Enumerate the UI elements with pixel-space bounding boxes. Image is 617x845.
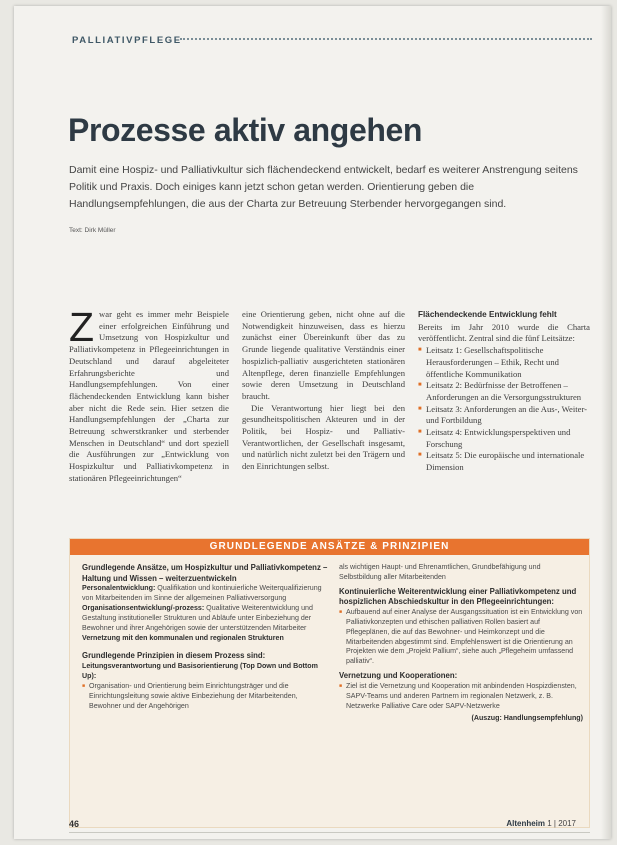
info-subheading-text: Leitungsverantwortung und Basisorientierung (Top Down und Bottom Up): <box>82 661 318 680</box>
magazine-page <box>14 6 611 839</box>
section-label: PALLIATIVPFLEGE <box>72 35 182 46</box>
info-item-label: Organisationsentwicklung/-prozess: <box>82 603 205 612</box>
info-item <box>82 634 328 644</box>
section-dotted-rule <box>180 38 592 40</box>
list-item: ■ Leitsatz 4: Entwicklungsperspektiven und Forschung <box>418 427 590 450</box>
journal-title: Altenheim <box>506 819 545 828</box>
info-box-left-column <box>82 563 328 711</box>
column-1-text: war geht es immer mehr Beispiele einer erfolgreichen Einführung und Umsetzung von Hospizkultur und Palliativkompetenz in Pflegeeinrichtungen in Deutschland und darauf abgeleiteter Erfahrungsberichte und Handlungsempfehlungen. Von einer flächendeckenden Entwicklung kann bisher aber nicht die Rede sein. Hier setzen die Handlungsempfehlungen der „Charta zur Betreuung schwerstkranker und sterbender Menschen in Deutschland“ und dort speziell die Ausführungen zur „Entwicklung von Hospizkultur und Palliativkompetenz in stationären Pflegeeinrichtungen“ <box>69 309 229 483</box>
list-item: ■ Aufbauend auf einer Analyse der Ausgangssituation ist ein Entwicklung von Palliativkonzepten und ethischen palliativen Rollen basiert auf Pflegeplänen, die auf das Bewohner- und Heimkonzept und die Mitarbeitenden abgestimmt sind. Empfehlenswert ist die Orientierung an Projekten wie dem „Projekt Pallium“, siehe auch „Pflegeheim umfassend palliativ“. <box>339 608 583 667</box>
drop-cap: Z <box>69 304 95 350</box>
info-box-title: GRUNDLEGENDE ANSÄTZE & PRINZIPIEN <box>70 539 589 555</box>
footer-rule <box>69 832 590 833</box>
article-column-2 <box>242 309 405 473</box>
info-bullet-list <box>339 682 583 712</box>
info-box-heading: Grundlegende Ansätze, um Hospizkultur und Palliativkompetenz – Haltung und Wissen – weiterzuentwickeln <box>82 563 328 583</box>
info-box <box>69 538 590 828</box>
column-2-paragraph-2: Die Verantwortung hier liegt bei den gesundheitspolitischen Akteuren und in der Politik, bei Hospiz- und Palliativ-Verantwortlichen, der Gesellschaft insgesamt, und natürlich nicht zuletzt bei den Trägern und den Einrichtungen selbst. <box>242 402 405 472</box>
info-item-label: Vernetzung mit den kommunalen und regionalen Strukturen <box>82 633 284 642</box>
page-number: 46 <box>69 819 80 829</box>
journal-issue: 1 | 2017 <box>545 819 576 828</box>
leitsatz-list <box>418 345 590 474</box>
info-item-label: Personalentwicklung: <box>82 584 156 592</box>
article-lead: Damit eine Hospiz- und Palliativkultur sich flächendeckend entwickelt, bedarf es weiterer Anstrengung seitens Politik und Praxis. Doch einiges kann jetzt schon getan werden. Orientierung geben die Handlungsempfehlungen, die aus der Charta zur Betreuung Sterbender hervorgegangen sind. <box>69 164 578 210</box>
column-3-subhead: Flächendeckende Entwicklung fehlt <box>418 310 557 319</box>
info-source: (Auszug: Handlungsempfehlung) <box>471 714 583 723</box>
info-bullet-list <box>339 608 583 667</box>
list-item: ■ Leitsatz 1: Gesellschaftspolitische Herausforderungen – Ethik, Recht und öffentliche Kommunikation <box>418 345 590 380</box>
info-box-right-column <box>339 563 583 724</box>
info-continuation: als wichtigen Haupt- und Ehrenamtlichen, Grundbefähigung und Selbstbildung aller Mitarbeitenden <box>339 563 541 581</box>
info-item-text: Qualitative Weiterentwicklung und Gestaltung institutioneller Strukturen und Abläufe unter Einbeziehung der Bewohner und ihrer Angehörigen sowie der unterstützenden Mitarbeiter <box>82 603 313 632</box>
article-column-1 <box>69 304 229 485</box>
article-column-3 <box>418 309 590 474</box>
column-3-intro: Bereits im Jahr 2010 wurde die Charta veröffentlicht. Zentral sind die fünf Leitsätze: <box>418 321 590 344</box>
list-item: ■ Leitsatz 3: Anforderungen an die Aus-, Weiter- und Fortbildung <box>418 404 590 427</box>
info-bullet-list <box>82 682 328 712</box>
info-item-text: Qualifikation und kontinuierliche Weiterqualifizierung von Mitarbeitenden im Sinne der allgemeinen Palliativversorgung <box>82 584 322 602</box>
info-box-heading: Vernetzung und Kooperationen: <box>339 671 458 681</box>
info-item <box>82 604 328 634</box>
info-box-heading: Grundlegende Prinzipien in diesem Prozess sind: <box>82 651 266 661</box>
info-subheading <box>82 662 328 682</box>
info-item <box>82 584 328 604</box>
article-byline: Text: Dirk Müller <box>69 227 116 234</box>
article-title: Prozesse aktiv angehen <box>68 112 423 148</box>
page-gutter-shadow <box>601 6 611 839</box>
journal-name <box>506 819 576 828</box>
list-item: ■ Ziel ist die Vernetzung und Kooperation mit anbindenden Hospizdiensten, SAPV-Teams und anderen Partnern im regionalen Netzwerk, z. B. Netzwerke Palliative Care oder SAPV-Netzwerke <box>339 682 583 712</box>
list-item: ■ Leitsatz 2: Bedürfnisse der Betroffenen – Anforderungen an die Versorgungsstrukturen <box>418 380 590 403</box>
list-item: ■ Leitsatz 5: Die europäische und internationale Dimension <box>418 450 590 473</box>
info-box-heading: Kontinuierliche Weiterentwicklung einer Palliativkompetenz und hospizlichen Abschiedskultur in den Pflegeeinrichtungen: <box>339 586 577 607</box>
list-item: ■ Organisation- und Orientierung beim Einrichtungsträger und die Einrichtungsleitung sowie aktive Einbeziehung der Mitarbeitenden, Bewohner und der Angehörigen <box>82 682 328 712</box>
column-2-paragraph-1: eine Orientierung geben, nicht ohne auf die Notwendigkeit hinzuweisen, dass es hierzu zunächst einer Übereinkunft über das zu Grunde liegende qualitative Verständnis einer hospizlich-palliativ ausgerichteten stationären Altenpflege, deren finanzielle Empfehlungen sowie deren Umsetzung in Deutschland braucht. <box>242 309 405 401</box>
